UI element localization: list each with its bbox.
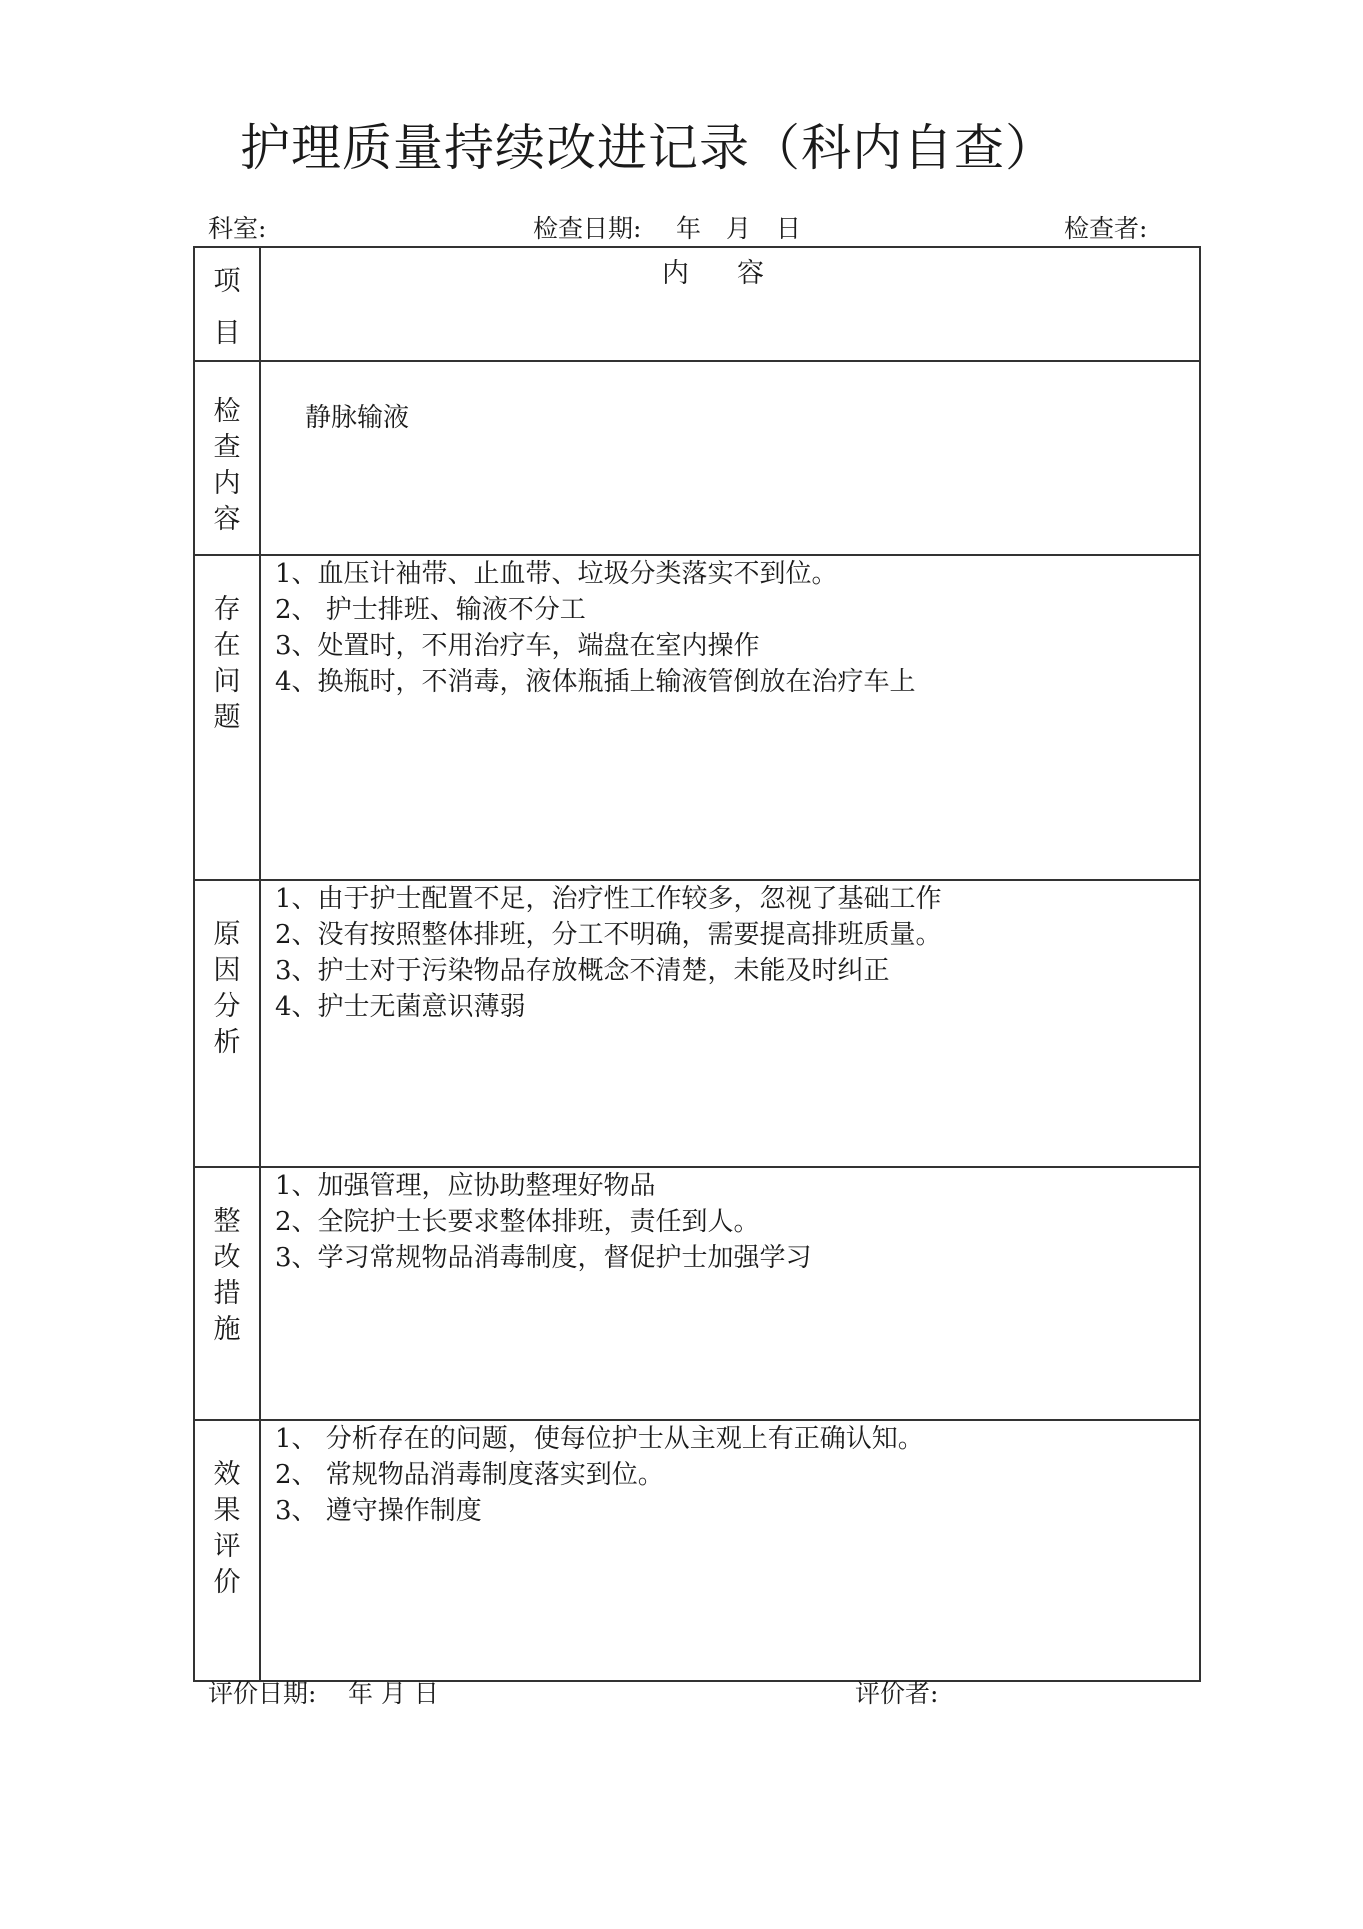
cause-item: 4、护士无菌意识薄弱	[275, 992, 526, 1022]
check-date-label: 检查日期:	[533, 214, 642, 243]
head-content-label: 内容	[662, 258, 812, 289]
measure-item: 2、全院护士长要求整体排班，责任到人。	[275, 1207, 760, 1237]
check-content-cell	[260, 361, 1200, 555]
problems-label-cell	[194, 555, 260, 880]
measures-label: 整改措施	[213, 1206, 241, 1345]
evaluation-label-cell	[194, 1420, 260, 1681]
record-table	[193, 246, 1201, 1682]
problem-item: 4、换瓶时，不消毒，液体瓶插上输液管倒放在治疗车上	[275, 667, 916, 697]
problems-content-cell	[260, 555, 1200, 880]
problem-item: 1、血压计袖带、止血带、垃圾分类落实不到位。	[275, 559, 838, 589]
head-label: 项目	[213, 266, 241, 349]
measure-item: 3、学习常规物品消毒制度，督促护士加强学习	[275, 1243, 812, 1273]
problem-item: 2、 护士排班、输液不分工	[275, 595, 586, 625]
measures-content-cell	[260, 1167, 1200, 1420]
check-content-label-cell	[194, 361, 260, 555]
page-title: 护理质量持续改进记录（科内自查）	[240, 119, 1056, 177]
department-label: 科室:	[208, 214, 267, 243]
evaluation-item: 2、 常规物品消毒制度落实到位。	[275, 1460, 664, 1490]
evaluator-label: 评价者:	[855, 1679, 939, 1708]
inspector-label: 检查者:	[1064, 214, 1148, 243]
problems-row	[194, 555, 1200, 880]
eval-date-label: 评价日期:	[208, 1679, 317, 1708]
causes-row	[194, 880, 1200, 1167]
cause-item: 1、由于护士配置不足，治疗性工作较多，忽视了基础工作	[275, 884, 942, 914]
evaluation-item: 3、 遵守操作制度	[275, 1496, 482, 1526]
evaluation-label: 效果评价	[213, 1459, 241, 1598]
check-content-value: 静脉输液	[305, 403, 410, 433]
table-head-row	[194, 247, 1200, 361]
cause-item: 2、没有按照整体排班，分工不明确，需要提高排班质量。	[275, 920, 942, 950]
measures-label-cell	[194, 1167, 260, 1420]
causes-label: 原因分析	[213, 919, 241, 1058]
measure-item: 1、加强管理，应协助整理好物品	[275, 1171, 656, 1201]
evaluation-row	[194, 1420, 1200, 1681]
head-label-cell	[194, 247, 260, 361]
problems-label: 存在问题	[213, 594, 241, 733]
causes-label-cell	[194, 880, 260, 1167]
evaluation-content-cell	[260, 1420, 1200, 1681]
eval-date-format: 年 月 日	[348, 1679, 439, 1708]
causes-content-cell	[260, 880, 1200, 1167]
measures-row	[194, 1167, 1200, 1420]
problem-item: 3、处置时，不用治疗车，端盘在室内操作	[275, 631, 760, 661]
cause-item: 3、护士对于污染物品存放概念不清楚，未能及时纠正	[275, 956, 890, 986]
evaluation-item: 1、 分析存在的问题，使每位护士从主观上有正确认知。	[275, 1424, 924, 1454]
head-content-cell	[260, 247, 1200, 361]
check-content-label: 检查内容	[213, 396, 241, 535]
check-date-format: 年 月 日	[676, 214, 802, 243]
check-content-row	[194, 361, 1200, 555]
